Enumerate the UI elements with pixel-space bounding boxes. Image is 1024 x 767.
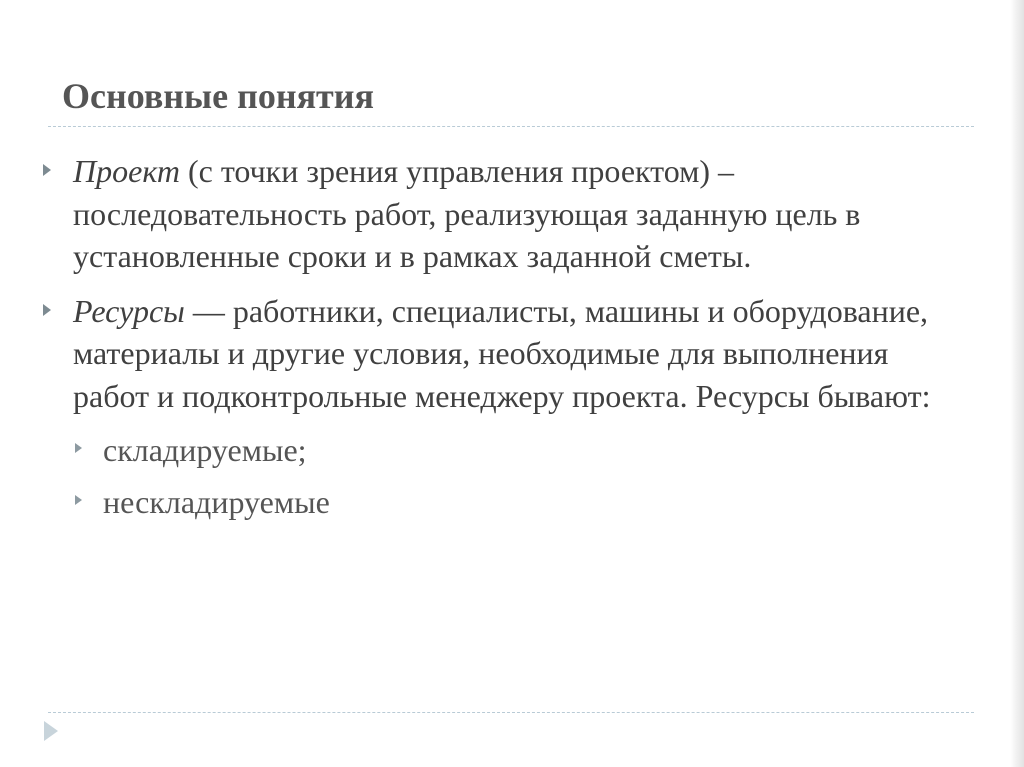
bullet-text: — работники, специалисты, машины и оборудование, материалы и другие условия, необходимые для выполнения работ и подконтрольные менеджеру проекта. Ресурсы бывают:	[73, 292, 931, 414]
triangle-bullet-icon	[43, 304, 51, 316]
bullet-text: (с точки зрения управления проектом) – последовательность работ, реализующая заданную цель в установленные сроки и в рамках заданной сметы.	[73, 153, 861, 274]
sub-bullet-text: складируемые;	[103, 432, 307, 468]
triangle-bullet-icon	[75, 495, 82, 505]
triangle-bullet-icon	[43, 164, 51, 176]
slide-edge-shadow	[1010, 0, 1024, 767]
footer-divider	[48, 712, 974, 713]
triangle-bullet-icon	[75, 443, 82, 453]
slide-content	[40, 150, 950, 533]
slide-title: Основные понятия	[62, 76, 374, 116]
title-divider	[48, 126, 974, 127]
bullet-term: Ресурсы	[73, 292, 185, 329]
sub-bullet-stored	[40, 429, 950, 471]
sub-bullet-non-stored	[40, 481, 950, 523]
triangle-nav-icon[interactable]	[44, 721, 58, 741]
sub-bullet-text: нескладируемые	[103, 484, 330, 520]
bullet-term: Проект	[73, 153, 180, 189]
bullet-resources	[40, 290, 950, 418]
bullet-project	[40, 150, 950, 278]
